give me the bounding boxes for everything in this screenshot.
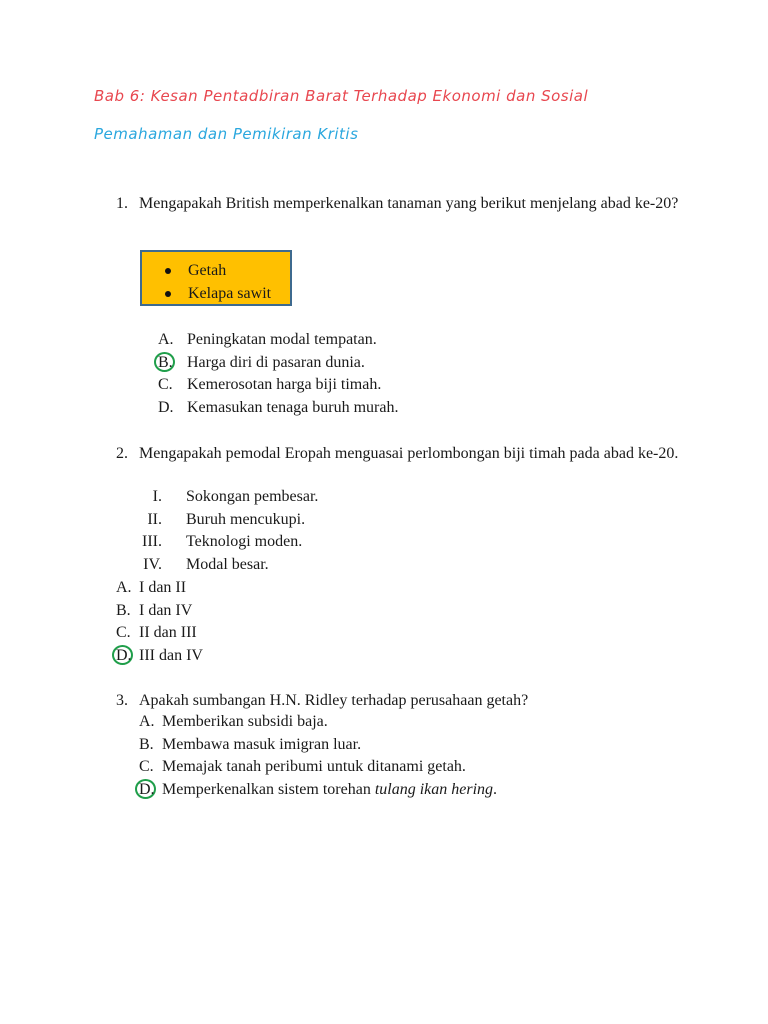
option-text [162,779,497,802]
option-text: Kemasukan tenaga buruh murah. [187,398,399,416]
option-letter: B. [116,601,131,619]
statement-numeral: III. [142,533,162,551]
option-text: II dan III [139,624,197,642]
option-text-suffix: . [493,780,498,798]
option-letter: D. [116,646,132,664]
option-letter: D. [139,780,155,798]
statement-numeral: IV. [143,555,162,573]
option-text: Membawa masuk imigran luar. [162,735,362,753]
option-letter: B. [158,353,173,371]
question-1 [116,192,696,215]
statement-text: Teknologi moden. [186,533,303,551]
section-subtitle: Pemahaman dan Pemikiran Kritis [94,125,359,143]
question-3 [116,689,696,712]
option-letter: A. [139,713,155,730]
option-letter: A. [158,331,174,348]
option-text: I dan IV [139,601,193,619]
question-text: Apakah sumbangan H.N. Ridley terhadap perusahaan getah? [139,692,529,709]
option-text: III dan IV [139,646,203,664]
question-text: Mengapakah British memperkenalkan tanaman yang berikut menjelang abad ke-20? [139,195,679,212]
statement-text: Sokongan pembesar. [186,488,319,505]
option-letter: C. [116,624,131,642]
chapter-title: Bab 6: Kesan Pentadbiran Barat Terhadap Ekonomi dan Sosial [94,87,589,105]
option-text: I dan II [139,579,187,596]
question-text: Mengapakah pemodal Eropah menguasai perlombongan biji timah pada abad ke-20. [139,445,679,462]
option-text: Memberikan subsidi baja. [162,713,328,730]
question-number: 1. [116,195,128,212]
question-number: 3. [116,692,128,709]
statement-numeral: I. [152,488,162,505]
option-text-italic: tulang ikan hering [374,780,494,798]
option-letter: B. [139,735,154,753]
statement-numeral: II. [147,510,162,528]
crop-list [142,252,290,305]
option-letter: D. [158,398,174,416]
option-text: Kemerosotan harga biji timah. [187,376,382,394]
list-item: Getah [142,259,290,282]
option-text: Peningkatan modal tempatan. [187,331,377,348]
option-letter: C. [158,376,173,394]
option-text: Harga diri di pasaran dunia. [187,353,365,371]
option-letter: C. [139,758,154,776]
statement-text: Buruh mencukupi. [186,510,306,528]
statement-text: Modal besar. [186,555,269,573]
question-number: 2. [116,445,128,462]
question-2 [116,442,696,465]
option-letter: A. [116,579,132,596]
option-text-main: Memperkenalkan sistem torehan [162,780,375,798]
crop-list-box [140,250,292,306]
list-item: Kelapa sawit [142,282,290,305]
option-text: Memajak tanah peribumi untuk ditanami getah. [162,758,466,776]
